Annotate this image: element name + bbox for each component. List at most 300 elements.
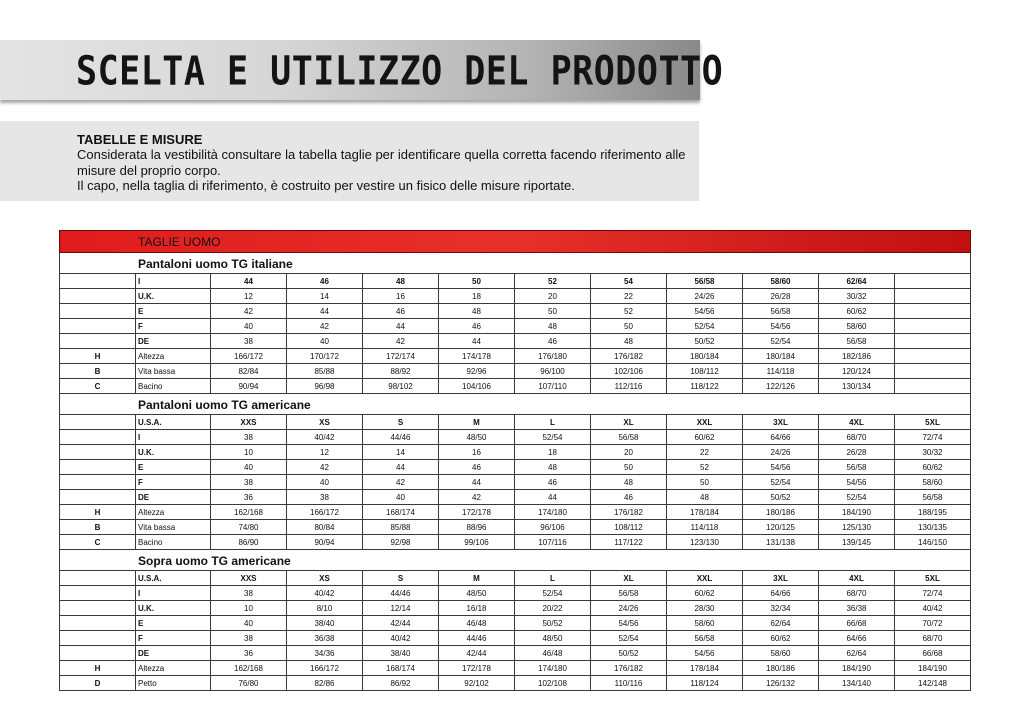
row-code: C: [60, 379, 136, 394]
table-cell: 172/178: [439, 661, 515, 676]
intro-line: Considerata la vestibilità consultare la tabella taglie per identificare quella corretta facendo riferimento alle misure del proprio corpo.: [77, 147, 686, 178]
table-cell: 44: [287, 304, 363, 319]
table-cell: 54/56: [743, 319, 819, 334]
table-cell: 72/74: [895, 586, 971, 601]
row-label: Vita bassa: [136, 364, 211, 379]
table-cell: 20: [515, 289, 591, 304]
table-cell: XXL: [667, 415, 743, 430]
table-cell: 46/48: [515, 646, 591, 661]
table-cell: 42: [439, 490, 515, 505]
table-cell: [895, 289, 971, 304]
row-code: H: [60, 661, 136, 676]
row-label: E: [136, 616, 211, 631]
table-cell: 52: [515, 274, 591, 289]
table-cell: [895, 334, 971, 349]
table-cell: 38: [211, 631, 287, 646]
table-cell: 3XL: [743, 415, 819, 430]
table-cell: 56/58: [591, 586, 667, 601]
table-cell: 178/184: [667, 505, 743, 520]
table-cell: L: [515, 571, 591, 586]
table-cell: 172/174: [363, 349, 439, 364]
table-cell: 56/58: [743, 304, 819, 319]
table-cell: 184/190: [895, 661, 971, 676]
table-cell: 10: [211, 445, 287, 460]
table-cell: L: [515, 415, 591, 430]
table-cell: 42: [287, 319, 363, 334]
table-cell: [895, 274, 971, 289]
table-cell: M: [439, 571, 515, 586]
row-label: E: [136, 304, 211, 319]
table-cell: XL: [591, 571, 667, 586]
table-row: [60, 661, 971, 676]
table-cell: 176/180: [515, 349, 591, 364]
table-cell: 38: [211, 586, 287, 601]
row-code: [60, 415, 136, 430]
table-cell: 180/184: [667, 349, 743, 364]
table-row: [60, 334, 971, 349]
row-code: B: [60, 520, 136, 535]
table-cell: 52: [591, 304, 667, 319]
table-cell: 130/135: [895, 520, 971, 535]
table-cell: 64/66: [819, 631, 895, 646]
table-cell: 42: [287, 460, 363, 475]
table-cell: 172/178: [439, 505, 515, 520]
table-cell: 36/38: [819, 601, 895, 616]
table-cell: 42: [363, 475, 439, 490]
table-cell: 40: [287, 334, 363, 349]
table-cell: 44: [363, 319, 439, 334]
table-cell: 184/190: [819, 505, 895, 520]
table-cell: [895, 349, 971, 364]
table-cell: 58/60: [895, 475, 971, 490]
table-cell: 40/42: [363, 631, 439, 646]
table-cell: M: [439, 415, 515, 430]
table-cell: 108/112: [591, 520, 667, 535]
table-cell: 38/40: [287, 616, 363, 631]
table-cell: 123/130: [667, 535, 743, 550]
table-cell: 46: [591, 490, 667, 505]
table-cell: 44/46: [439, 631, 515, 646]
table-cell: 168/174: [363, 505, 439, 520]
table-cell: 40: [287, 475, 363, 490]
table-cell: 44: [515, 490, 591, 505]
table-cell: 74/80: [211, 520, 287, 535]
table-cell: 112/116: [591, 379, 667, 394]
row-label: U.K.: [136, 289, 211, 304]
table-cell: 92/98: [363, 535, 439, 550]
row-code: D: [60, 676, 136, 691]
table-row: [60, 616, 971, 631]
row-code: H: [60, 349, 136, 364]
table-cell: 10: [211, 601, 287, 616]
table-cell: 122/126: [743, 379, 819, 394]
table-cell: 99/106: [439, 535, 515, 550]
table-cell: 96/100: [515, 364, 591, 379]
table-cell: 46/48: [439, 616, 515, 631]
table-cell: 48: [591, 475, 667, 490]
table-cell: 52/54: [743, 475, 819, 490]
title-banner: [0, 40, 724, 100]
table-cell: 98/102: [363, 379, 439, 394]
table-cell: [895, 364, 971, 379]
table-cell: 134/140: [819, 676, 895, 691]
table-row: [60, 430, 971, 445]
table-cell: 24/26: [667, 289, 743, 304]
table-cell: 54: [591, 274, 667, 289]
row-code: [60, 586, 136, 601]
table-cell: 48/50: [439, 430, 515, 445]
table-cell: 50/52: [591, 646, 667, 661]
table-cell: 66/68: [819, 616, 895, 631]
table-cell: 48: [439, 304, 515, 319]
row-label: U.S.A.: [136, 571, 211, 586]
table-cell: 130/134: [819, 379, 895, 394]
table-cell: 58/60: [819, 319, 895, 334]
table-cell: 50: [515, 304, 591, 319]
table-cell: 42: [211, 304, 287, 319]
table-cell: 162/168: [211, 505, 287, 520]
table-cell: 40/42: [287, 430, 363, 445]
table-cell: 42/44: [439, 646, 515, 661]
table-cell: 50: [591, 319, 667, 334]
row-code: [60, 334, 136, 349]
table-cell: 30/32: [895, 445, 971, 460]
table-cell: 40/42: [287, 586, 363, 601]
row-label: Altezza: [136, 349, 211, 364]
table-cell: 40: [211, 319, 287, 334]
size-table: [59, 230, 971, 691]
row-code: H: [60, 505, 136, 520]
table-cell: 68/70: [895, 631, 971, 646]
table-cell: 40: [363, 490, 439, 505]
table-cell: 4XL: [819, 571, 895, 586]
size-table-container: [59, 230, 970, 691]
table-cell: 72/74: [895, 430, 971, 445]
table-cell: 60/62: [819, 304, 895, 319]
table-cell: 70/72: [895, 616, 971, 631]
table-cell: 176/182: [591, 349, 667, 364]
table-cell: 44: [363, 460, 439, 475]
table-cell: 125/130: [819, 520, 895, 535]
table-cell: 50/52: [515, 616, 591, 631]
table-cell: 176/182: [591, 505, 667, 520]
table-cell: 86/92: [363, 676, 439, 691]
table-cell: [895, 304, 971, 319]
table-cell: 76/80: [211, 676, 287, 691]
row-label: DE: [136, 490, 211, 505]
table-cell: 88/96: [439, 520, 515, 535]
table-cell: 48: [667, 490, 743, 505]
table-cell: 16: [439, 445, 515, 460]
table-cell: 108/112: [667, 364, 743, 379]
table-cell: 64/66: [743, 430, 819, 445]
table-cell: 42/44: [363, 616, 439, 631]
table-row: [60, 601, 971, 616]
table-cell: 68/70: [819, 430, 895, 445]
table-cell: 62/64: [819, 646, 895, 661]
row-code: [60, 475, 136, 490]
table-row: [60, 520, 971, 535]
table-cell: 44/46: [363, 430, 439, 445]
row-label: Bacino: [136, 535, 211, 550]
table-cell: 188/195: [895, 505, 971, 520]
table-cell: 96/98: [287, 379, 363, 394]
table-cell: 48: [363, 274, 439, 289]
table-cell: 34/36: [287, 646, 363, 661]
table-cell: 180/186: [743, 505, 819, 520]
table-cell: 162/168: [211, 661, 287, 676]
table-row: [60, 571, 971, 586]
table-row: [60, 415, 971, 430]
table-cell: 52/54: [515, 430, 591, 445]
table-cell: 120/124: [819, 364, 895, 379]
row-code: [60, 430, 136, 445]
table-cell: 5XL: [895, 571, 971, 586]
table-cell: 166/172: [287, 505, 363, 520]
table-cell: 60/62: [667, 430, 743, 445]
table-cell: 52/54: [667, 319, 743, 334]
table-cell: 54/56: [591, 616, 667, 631]
table-cell: 56/58: [895, 490, 971, 505]
table-cell: 102/108: [515, 676, 591, 691]
table-cell: 180/186: [743, 661, 819, 676]
table-cell: 166/172: [211, 349, 287, 364]
table-cell: 92/102: [439, 676, 515, 691]
table-cell: 58/60: [743, 274, 819, 289]
table-cell: 56/58: [819, 460, 895, 475]
table-cell: XL: [591, 415, 667, 430]
table-cell: 44: [439, 475, 515, 490]
table-row: [60, 304, 971, 319]
table-row: [60, 274, 971, 289]
table-row: [60, 445, 971, 460]
table-cell: 54/56: [743, 460, 819, 475]
row-label: F: [136, 631, 211, 646]
table-cell: 142/148: [895, 676, 971, 691]
table-cell: 64/66: [743, 586, 819, 601]
section-title: Sopra uomo TG americane: [60, 550, 971, 571]
table-cell: 52/54: [819, 490, 895, 505]
table-cell: 32/34: [743, 601, 819, 616]
row-label: Altezza: [136, 661, 211, 676]
table-cell: 90/94: [211, 379, 287, 394]
table-cell: 36: [211, 646, 287, 661]
table-cell: S: [363, 571, 439, 586]
row-label: U.S.A.: [136, 415, 211, 430]
table-row: [60, 490, 971, 505]
table-cell: 38: [287, 490, 363, 505]
row-code: [60, 319, 136, 334]
row-code: [60, 490, 136, 505]
table-cell: 96/106: [515, 520, 591, 535]
table-cell: 48: [515, 319, 591, 334]
table-cell: 120/125: [743, 520, 819, 535]
table-cell: 56/58: [667, 274, 743, 289]
table-cell: 170/172: [287, 349, 363, 364]
row-label: F: [136, 475, 211, 490]
table-cell: 24/26: [743, 445, 819, 460]
table-cell: 16/18: [439, 601, 515, 616]
table-cell: 38: [211, 334, 287, 349]
table-row: [60, 364, 971, 379]
table-cell: 20/22: [515, 601, 591, 616]
table-cell: 131/138: [743, 535, 819, 550]
table-row: [60, 676, 971, 691]
row-code: [60, 460, 136, 475]
table-cell: 60/62: [667, 586, 743, 601]
row-code: [60, 646, 136, 661]
table-cell: 38: [211, 475, 287, 490]
table-row: [60, 535, 971, 550]
table-cell: 104/106: [439, 379, 515, 394]
table-cell: 168/174: [363, 661, 439, 676]
table-cell: 38/40: [363, 646, 439, 661]
table-cell: 22: [591, 289, 667, 304]
table-cell: 46: [287, 274, 363, 289]
table-cell: 166/172: [287, 661, 363, 676]
table-cell: 46: [515, 475, 591, 490]
table-cell: 176/182: [591, 661, 667, 676]
table-cell: 50: [591, 460, 667, 475]
table-cell: 66/68: [895, 646, 971, 661]
row-code: B: [60, 364, 136, 379]
section-title-row: [60, 394, 971, 415]
table-cell: 18: [515, 445, 591, 460]
table-cell: 58/60: [743, 646, 819, 661]
table-cell: 85/88: [287, 364, 363, 379]
table-cell: 40: [211, 616, 287, 631]
table-cell: 50: [439, 274, 515, 289]
table-cell: 38: [211, 430, 287, 445]
table-cell: 28/30: [667, 601, 743, 616]
row-code: [60, 304, 136, 319]
table-cell: 14: [287, 289, 363, 304]
table-cell: 88/92: [363, 364, 439, 379]
table-cell: 174/180: [515, 505, 591, 520]
row-label: F: [136, 319, 211, 334]
table-row: [60, 289, 971, 304]
table-cell: 56/58: [667, 631, 743, 646]
table-cell: 107/110: [515, 379, 591, 394]
table-cell: 24/26: [591, 601, 667, 616]
table-cell: 68/70: [819, 586, 895, 601]
table-cell: XXL: [667, 571, 743, 586]
table-cell: 40: [211, 460, 287, 475]
table-cell: 174/180: [515, 661, 591, 676]
table-cell: 46: [515, 334, 591, 349]
table-cell: 4XL: [819, 415, 895, 430]
table-cell: 8/10: [287, 601, 363, 616]
table-cell: 180/184: [743, 349, 819, 364]
table-cell: XS: [287, 571, 363, 586]
table-cell: 82/84: [211, 364, 287, 379]
table-cell: [895, 319, 971, 334]
table-row: [60, 505, 971, 520]
table-row: [60, 379, 971, 394]
section-title-row: [60, 550, 971, 571]
row-code: [60, 445, 136, 460]
table-cell: 85/88: [363, 520, 439, 535]
table-cell: 26/28: [819, 445, 895, 460]
intro-line: Il capo, nella taglia di riferimento, è costruito per vestire un fisico delle misure riportate.: [77, 178, 575, 193]
table-cell: 52: [667, 460, 743, 475]
table-cell: 30/32: [819, 289, 895, 304]
intro-box: [0, 121, 699, 201]
row-code: [60, 631, 136, 646]
table-cell: 110/116: [591, 676, 667, 691]
table-cell: 48: [515, 460, 591, 475]
table-row: [60, 349, 971, 364]
table-cell: 42: [363, 334, 439, 349]
table-cell: [895, 379, 971, 394]
table-cell: 54/56: [819, 475, 895, 490]
table-cell: 62/64: [819, 274, 895, 289]
table-row: [60, 586, 971, 601]
table-cell: 182/186: [819, 349, 895, 364]
table-row: [60, 319, 971, 334]
row-code: [60, 571, 136, 586]
table-cell: 48: [591, 334, 667, 349]
page-title: SCELTA E UTILIZZO DEL PRODOTTO: [76, 49, 724, 95]
table-cell: 46: [439, 460, 515, 475]
table-cell: 114/118: [667, 520, 743, 535]
table-cell: 60/62: [895, 460, 971, 475]
row-label: I: [136, 586, 211, 601]
table-cell: 46: [363, 304, 439, 319]
table-cell: 118/124: [667, 676, 743, 691]
row-label: Bacino: [136, 379, 211, 394]
table-cell: 56/58: [819, 334, 895, 349]
section-title: Pantaloni uomo TG americane: [60, 394, 971, 415]
table-cell: 12/14: [363, 601, 439, 616]
row-label: U.K.: [136, 445, 211, 460]
table-cell: 12: [287, 445, 363, 460]
row-label: DE: [136, 646, 211, 661]
table-title-row: [60, 231, 971, 253]
table-cell: 92/96: [439, 364, 515, 379]
table-cell: 22: [667, 445, 743, 460]
table-row: [60, 646, 971, 661]
table-cell: 26/28: [743, 289, 819, 304]
table-cell: 90/94: [287, 535, 363, 550]
table-cell: 174/178: [439, 349, 515, 364]
table-cell: 36/38: [287, 631, 363, 646]
table-cell: 44: [439, 334, 515, 349]
table-cell: 44: [211, 274, 287, 289]
table-cell: 16: [363, 289, 439, 304]
row-label: Altezza: [136, 505, 211, 520]
intro-heading: TABELLE E MISURE: [77, 132, 203, 147]
table-cell: 48/50: [439, 586, 515, 601]
section-title-row: [60, 253, 971, 274]
table-cell: 82/86: [287, 676, 363, 691]
table-cell: 52/54: [515, 586, 591, 601]
row-label: Vita bassa: [136, 520, 211, 535]
table-cell: 117/122: [591, 535, 667, 550]
row-label: DE: [136, 334, 211, 349]
table-cell: 44/46: [363, 586, 439, 601]
table-cell: 184/190: [819, 661, 895, 676]
table-cell: 5XL: [895, 415, 971, 430]
table-cell: 146/150: [895, 535, 971, 550]
table-cell: 12: [211, 289, 287, 304]
table-cell: 20: [591, 445, 667, 460]
table-cell: 50: [667, 475, 743, 490]
row-label: E: [136, 460, 211, 475]
table-cell: 139/145: [819, 535, 895, 550]
table-title: TAGLIE UOMO: [60, 231, 971, 253]
row-code: [60, 601, 136, 616]
